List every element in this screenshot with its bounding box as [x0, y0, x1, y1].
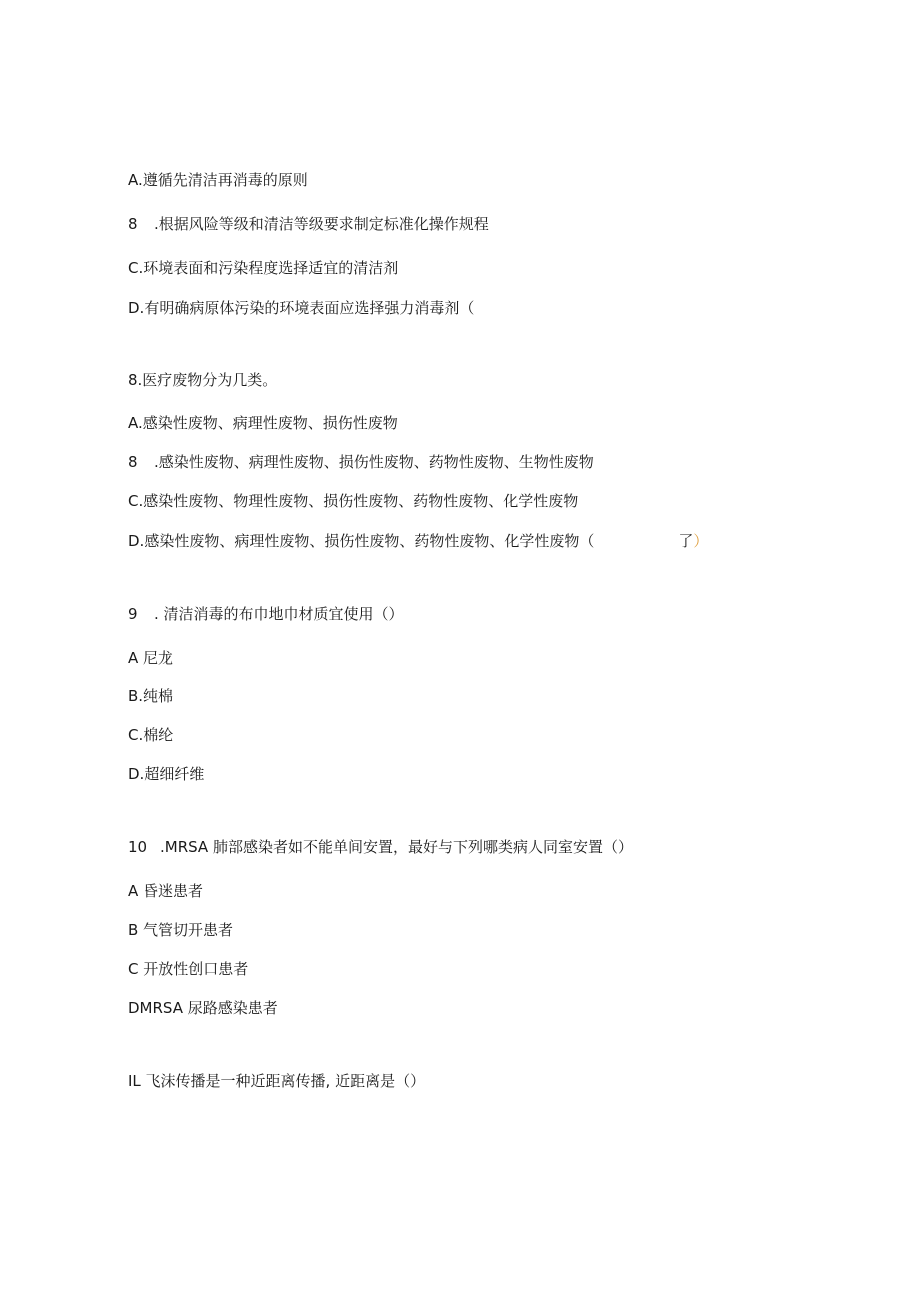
q8-option-a: A.感染性废物、病理性废物、损伤性废物: [128, 414, 398, 432]
q10-option-a: A 昏迷患者: [128, 882, 204, 900]
q7-option-b-number: 8: [128, 215, 138, 233]
q9-title: 9 . 清洁消毒的布巾地巾材质宜使用（）: [128, 605, 404, 623]
q8-option-d: D.感染性废物、病理性废物、损伤性废物、药物性废物、化学性废物（ 了）: [128, 532, 709, 550]
q10-option-d: DMRSA 尿路感染患者: [128, 999, 278, 1017]
q7-option-c: C.环境表面和污染程度选择适宜的清洁剂: [128, 259, 399, 277]
q11-title: IL 飞沫传播是一种近距离传播, 近距离是（）: [128, 1072, 426, 1090]
q9-option-a: A 尼龙: [128, 649, 174, 667]
q8-answer-fill: 了: [678, 532, 694, 550]
q8-answer-close: ）: [693, 532, 709, 550]
q8-option-c: C.感染性废物、物理性废物、损伤性废物、药物性废物、化学性废物: [128, 492, 579, 510]
q7-option-b: 8 .根据风险等级和清洁等级要求制定标准化操作规程: [128, 215, 489, 233]
q8-option-b: 8 .感染性废物、病理性废物、损伤性废物、药物性废物、生物性废物: [128, 453, 594, 471]
q7-option-d: D.有明确病原体污染的环境表面应选择强力消毒剂（: [128, 299, 475, 317]
q9-option-b: B.纯棉: [128, 687, 174, 705]
q9-number: 9: [128, 605, 138, 623]
q9-option-c: C.棉纶: [128, 726, 174, 744]
q9-option-d: D.超细纤维: [128, 765, 205, 783]
q10-number: 10: [128, 838, 148, 856]
q10-title: 10 .MRSA 肺部感染者如不能单间安置，最好与下列哪类病人同室安置（）: [128, 838, 633, 856]
q10-option-b: B 气管切开患者: [128, 921, 234, 939]
q10-option-c: C 开放性创口患者: [128, 960, 249, 978]
q8-title: 8.医疗废物分为几类。: [128, 371, 278, 389]
q8-option-b-number: 8: [128, 453, 138, 471]
q7-option-a: A.遵循先清洁再消毒的原则: [128, 171, 308, 189]
